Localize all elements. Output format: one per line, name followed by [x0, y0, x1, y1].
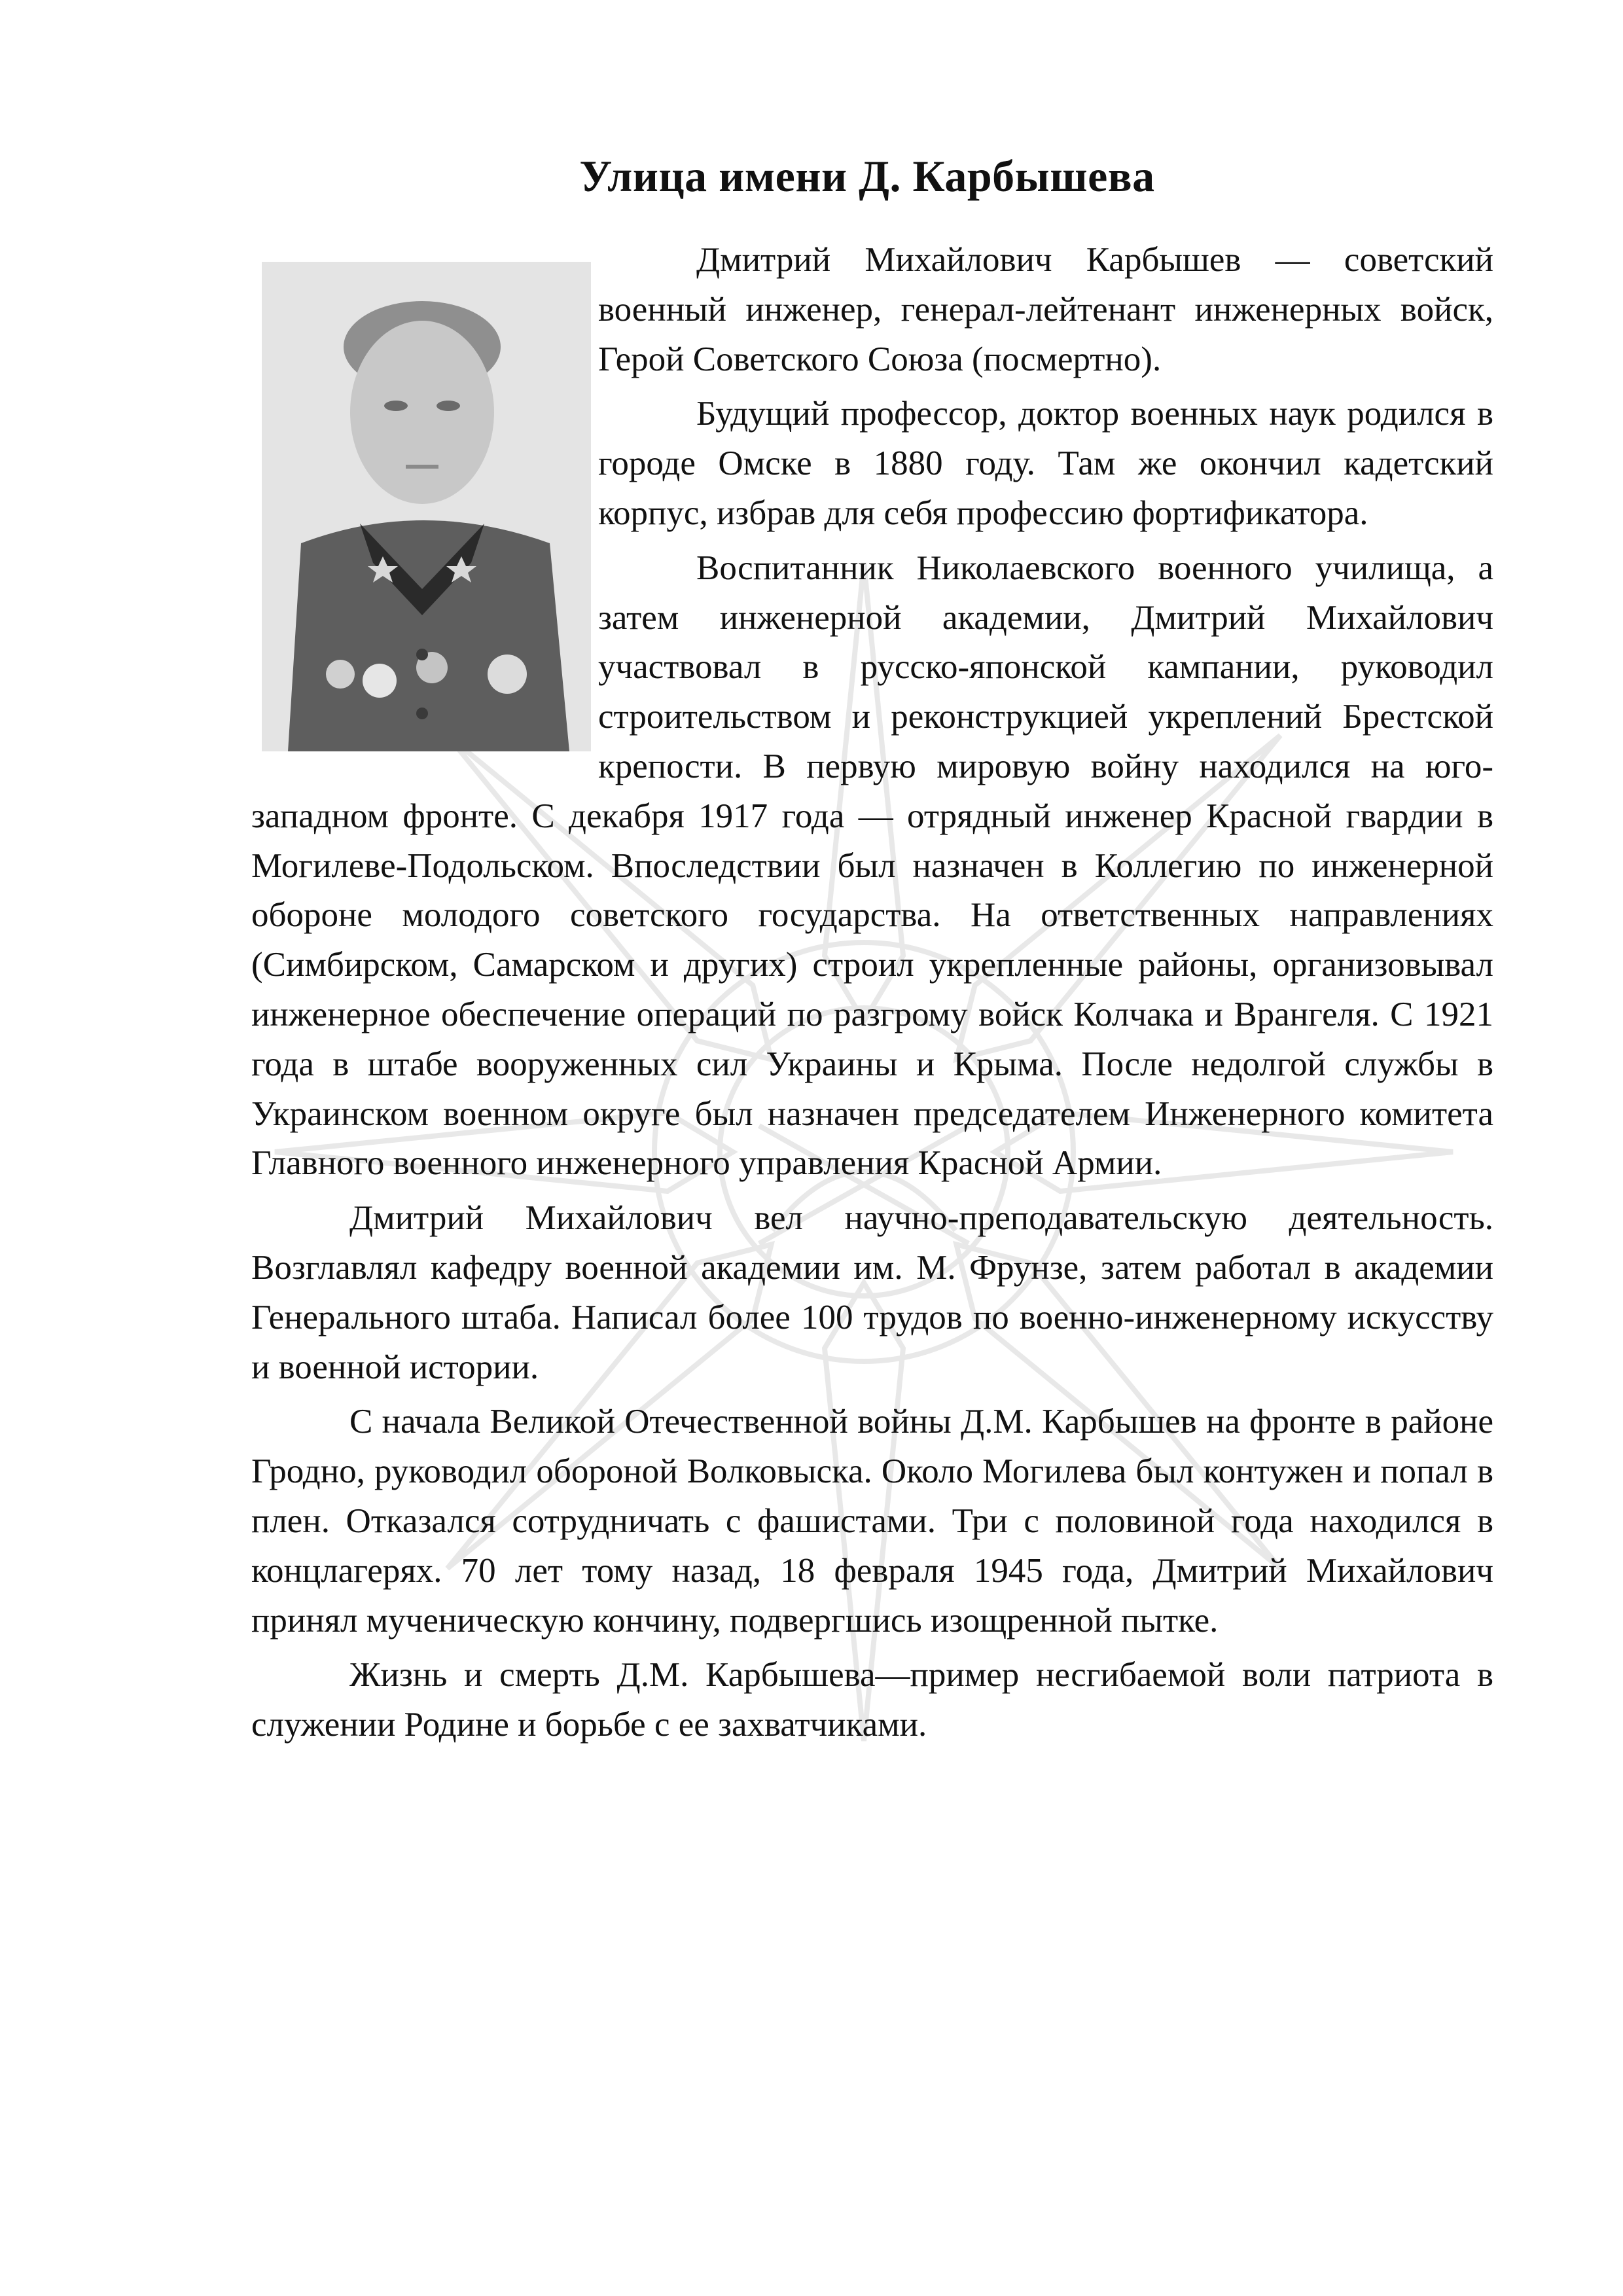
paragraph-intro: Дмитрий Михайлович Карбышев — советский военный инженер, генерал-лейтенант инженерных войск, Герой Советского Союза (посмертно). — [598, 241, 1493, 378]
paragraph-teaching: Дмитрий Михайлович вел научно-преподавательскую деятельность. Возглавлял кафедру военной академии им. М. Фрунзе, затем работал в академии Генерального штаба. Написал более 100 трудов по военно-инженерному искусству и военной истории. — [251, 1199, 1493, 1386]
article-body — [251, 236, 1493, 1755]
page-title: Улица имени Д. Карбышева — [579, 151, 1155, 201]
paragraph-career: Воспитанник Николаевского военного училища, а затем инженерной академии, Дмитрий Михайлович участвовал в русско-японской кампании, руководил строительством и реконструкцией укреплений Брестской крепости. В первую мировую войну находился на юго-западном фронте. С декабря 1917 года — отрядный инженер Красной гвардии в Могилеве-Подольском. Впоследствии был назначен в Коллегию по инженерной обороне молодого советского государства. На ответственных направлениях (Симбирском, Самарском и других) строил укрепленные районы, организовывал инженерное обеспечение операций по разгрому войск Колчака и Врангеля. С 1921 года в штабе вооруженных сил Украины и Крыма. После недолгой службы в Украинском военном округе был назначен председателем Инженерного комитета Главного военного инженерного управления Красной Армии. — [251, 548, 1493, 1183]
paragraph-war: С начала Великой Отечественной войны Д.М. Карбышев на фронте в районе Гродно, руководил обороной Волковыска. Около Могилева был контужен и попал в плен. Отказался сотрудничать с фашистами. Три с половиной года находился в концлагерях. 70 лет тому назад, 18 февраля 1945 года, Дмитрий Михайлович принял мученическую кончину, подвергшись изощренной пытке. — [251, 1403, 1493, 1640]
photo-float-spacer — [251, 236, 598, 785]
paragraph-conclusion: Жизнь и смерть Д.М. Карбышева—пример несгибаемой воли патриота в служении Родине и борьбе с ее захватчиками. — [251, 1656, 1493, 1744]
paragraph-education: Будущий профессор, доктор военных наук родился в городе Омске в 1880 году. Там же окончил кадетский корпус, избрав для себя профессию фортификатора. — [598, 395, 1493, 532]
